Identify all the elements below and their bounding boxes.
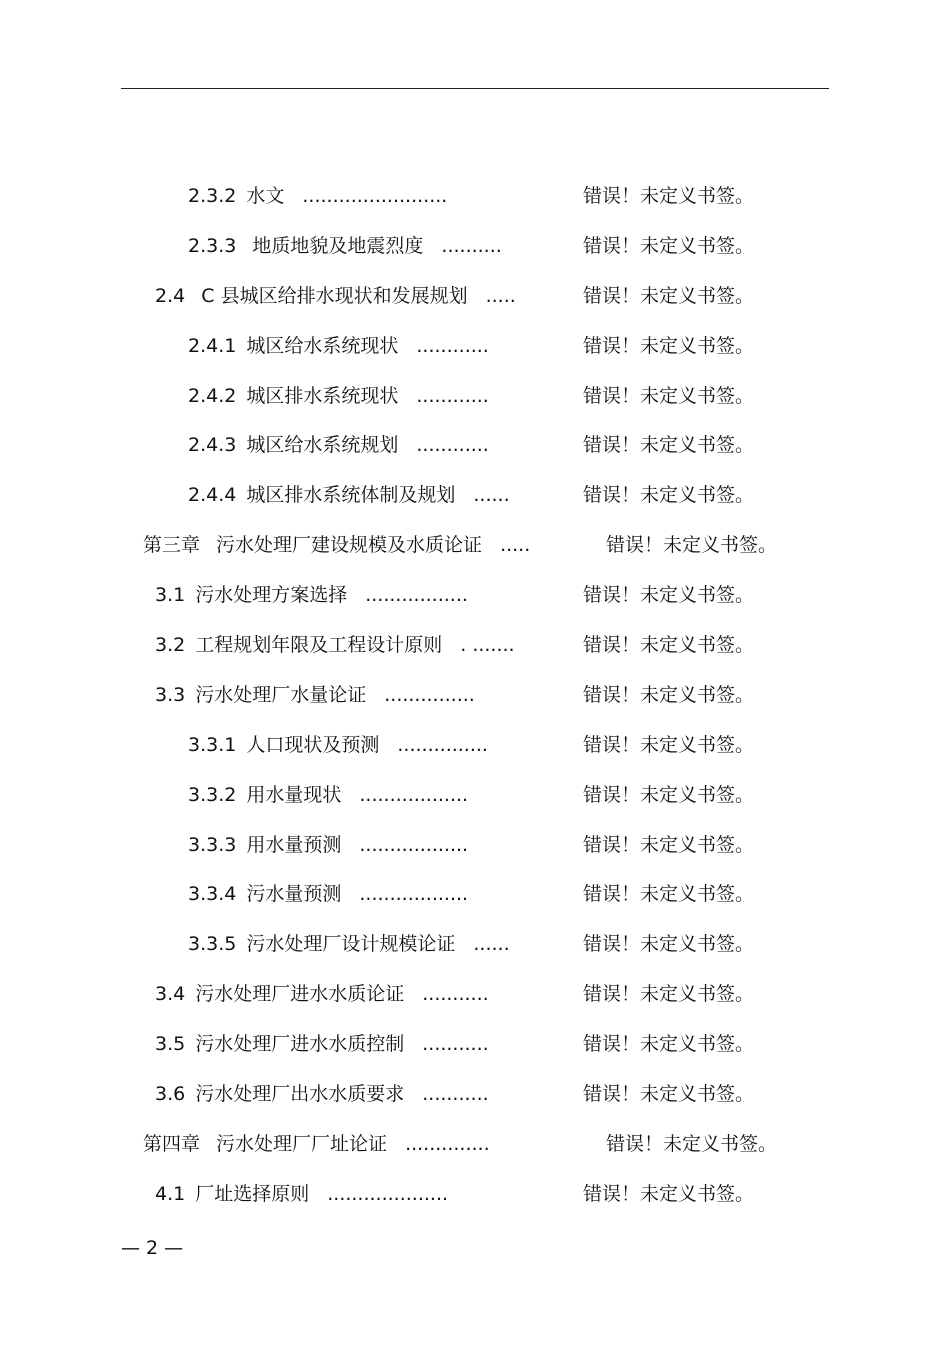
toc-entry-label	[188, 222, 502, 272]
toc-entry-label	[188, 471, 510, 521]
toc-page-reference: 错误！未定义书签。	[583, 634, 755, 657]
toc-page-reference: 错误！未定义书签。	[583, 484, 755, 507]
toc-entry-label	[188, 920, 510, 970]
toc-entry-label	[188, 821, 468, 871]
toc-dot-leader: ...............	[384, 683, 475, 706]
toc-entry-title: 污水处理厂进水水质论证	[195, 983, 405, 1006]
toc-page-reference: 错误！未定义书签。	[583, 933, 755, 956]
toc-entry-label	[155, 1070, 489, 1120]
page-number: — 2 —	[121, 1237, 184, 1259]
toc-entry-label	[155, 1170, 448, 1220]
toc-entry-label	[143, 521, 530, 571]
toc-entry-label	[155, 970, 489, 1020]
toc-page-reference: 错误！未定义书签。	[583, 185, 755, 207]
table-of-contents	[0, 172, 950, 1220]
toc-entry-title: 用水量预测	[246, 833, 342, 856]
header-rule	[121, 88, 829, 89]
toc-dot-leader: ...........	[422, 1033, 489, 1056]
toc-dot-leader: ....................	[327, 1182, 449, 1205]
toc-entry-label	[188, 721, 488, 771]
toc-entry-number: 3.3.2	[188, 783, 237, 806]
toc-dot-leader: ............	[416, 334, 489, 357]
toc-entry-title: C 县城区给排水现状和发展规划	[195, 284, 468, 307]
toc-entry[interactable]	[0, 471, 950, 521]
toc-entry-label	[155, 571, 468, 621]
toc-entry[interactable]	[0, 322, 950, 372]
toc-entry-title: 用水量现状	[246, 783, 342, 806]
toc-entry-title: 人口现状及预测	[246, 733, 380, 756]
toc-entry-number: 3.3.4	[188, 883, 237, 906]
toc-entry-title: 污水量预测	[246, 883, 342, 906]
toc-entry-label	[155, 621, 515, 671]
toc-entry-number: 第四章	[143, 1132, 201, 1155]
toc-dot-leader: ..................	[359, 883, 469, 906]
toc-page-reference: 错误！未定义书签。	[583, 683, 755, 706]
toc-entry[interactable]	[0, 421, 950, 471]
toc-page-reference: 错误！未定义书签。	[583, 833, 755, 856]
toc-entry-number: 3.3.3	[188, 833, 237, 856]
toc-entry-title: 城区排水系统现状	[246, 384, 399, 407]
toc-entry[interactable]	[0, 671, 950, 721]
toc-entry[interactable]	[0, 970, 950, 1020]
toc-entry-number: 3.3.5	[188, 933, 237, 956]
toc-entry-title: 地质地貌及地震烈度	[246, 234, 424, 257]
toc-entry-label	[155, 1020, 489, 1070]
toc-entry-title: 水文	[246, 185, 285, 207]
toc-entry-number: 3.1	[155, 584, 186, 607]
toc-page-reference: 错误！未定义书签。	[583, 1033, 755, 1056]
toc-page-reference: 错误！未定义书签。	[606, 534, 778, 557]
toc-entry-number: 2.4	[155, 284, 186, 307]
toc-dot-leader: .....	[485, 284, 516, 307]
toc-page-reference: 错误！未定义书签。	[583, 584, 755, 607]
toc-entry-label	[143, 1120, 490, 1170]
toc-entry-number: 2.4.1	[188, 334, 237, 357]
toc-dot-leader: ..................	[359, 783, 469, 806]
toc-page-reference: 错误！未定义书签。	[583, 733, 755, 756]
toc-entry[interactable]	[0, 222, 950, 272]
toc-entry[interactable]	[0, 1020, 950, 1070]
toc-entry-label	[155, 671, 475, 721]
toc-dot-leader: ............	[416, 434, 489, 457]
toc-entry-number: 2.3.3	[188, 234, 237, 257]
toc-entry[interactable]	[0, 272, 950, 322]
toc-entry-title: 污水处理厂厂址论证	[210, 1132, 388, 1155]
toc-entry-title: 污水处理厂出水水质要求	[195, 1083, 405, 1106]
toc-page-reference: 错误！未定义书签。	[583, 384, 755, 407]
toc-entry[interactable]	[0, 571, 950, 621]
toc-page-reference: 错误！未定义书签。	[606, 1132, 778, 1155]
toc-entry[interactable]	[0, 1120, 950, 1170]
toc-page-reference: 错误！未定义书签。	[583, 434, 755, 457]
toc-entry-number: 3.3	[155, 683, 186, 706]
toc-dot-leader: ............	[416, 384, 489, 407]
toc-entry-number: 3.2	[155, 634, 186, 657]
toc-entry-title: 污水处理厂进水水质控制	[195, 1033, 405, 1056]
toc-dot-leader: ..........	[441, 234, 502, 257]
toc-entry-title: 城区给水系统规划	[246, 434, 399, 457]
toc-entry-title: 城区给水系统现状	[246, 334, 399, 357]
toc-entry-number: 3.5	[155, 1033, 186, 1056]
toc-entry-number: 3.6	[155, 1083, 186, 1106]
toc-entry-number: 3.4	[155, 983, 186, 1006]
toc-entry[interactable]	[0, 172, 950, 222]
toc-entry[interactable]	[0, 721, 950, 771]
toc-entry-label	[188, 771, 468, 821]
toc-entry-title: 污水处理厂建设规模及水质论证	[210, 534, 483, 557]
toc-page-reference: 错误！未定义书签。	[583, 883, 755, 906]
toc-page-reference: 错误！未定义书签。	[583, 234, 755, 257]
toc-entry[interactable]	[0, 870, 950, 920]
toc-dot-leader: .....	[500, 534, 531, 557]
toc-entry[interactable]	[0, 1070, 950, 1120]
toc-entry-title: 污水处理厂水量论证	[195, 683, 367, 706]
toc-dot-leader: . .......	[460, 634, 515, 657]
toc-page-reference: 错误！未定义书签。	[583, 1083, 755, 1106]
toc-entry-number: 2.4.4	[188, 484, 237, 507]
toc-entry-title: 城区排水系统体制及规划	[246, 484, 456, 507]
toc-entry-label	[188, 870, 468, 920]
toc-dot-leader: ..................	[359, 833, 469, 856]
toc-dot-leader: ...............	[397, 733, 488, 756]
toc-dot-leader: ...........	[422, 1083, 489, 1106]
toc-page-reference: 错误！未定义书签。	[583, 284, 755, 307]
toc-entry[interactable]	[0, 771, 950, 821]
toc-entry-number: 2.3.2	[188, 185, 237, 207]
toc-entry-number: 第三章	[143, 534, 201, 557]
toc-entry-label	[155, 272, 516, 322]
toc-entry-label	[188, 372, 489, 422]
toc-entry[interactable]	[0, 372, 950, 422]
toc-entry-number: 2.4.3	[188, 434, 237, 457]
toc-page-reference: 错误！未定义书签。	[583, 983, 755, 1006]
toc-entry-number: 3.3.1	[188, 733, 237, 756]
toc-entry-label	[188, 322, 489, 372]
toc-dot-leader: ...........	[422, 983, 489, 1006]
toc-page-reference: 错误！未定义书签。	[583, 334, 755, 357]
toc-entry-title: 污水处理厂设计规模论证	[246, 933, 456, 956]
toc-dot-leader: ........................	[302, 185, 448, 207]
toc-entry[interactable]	[0, 621, 950, 671]
toc-page-reference: 错误！未定义书签。	[583, 783, 755, 806]
toc-entry[interactable]	[0, 821, 950, 871]
toc-entry[interactable]	[0, 920, 950, 970]
toc-entry[interactable]	[0, 1170, 950, 1220]
toc-dot-leader: ......	[473, 933, 510, 956]
toc-entry-label	[188, 172, 447, 222]
toc-entry-number: 2.4.2	[188, 384, 237, 407]
toc-entry-number: 4.1	[155, 1182, 186, 1205]
toc-entry-label	[188, 421, 489, 471]
toc-entry[interactable]	[0, 521, 950, 571]
toc-dot-leader: ..............	[405, 1132, 490, 1155]
toc-entry-title: 工程规划年限及工程设计原则	[195, 634, 443, 657]
toc-entry-title: 厂址选择原则	[195, 1182, 310, 1205]
toc-page-reference: 错误！未定义书签。	[583, 1182, 755, 1205]
toc-entry-title: 污水处理方案选择	[195, 584, 348, 607]
toc-dot-leader: ......	[473, 484, 510, 507]
toc-dot-leader: .................	[365, 584, 468, 607]
